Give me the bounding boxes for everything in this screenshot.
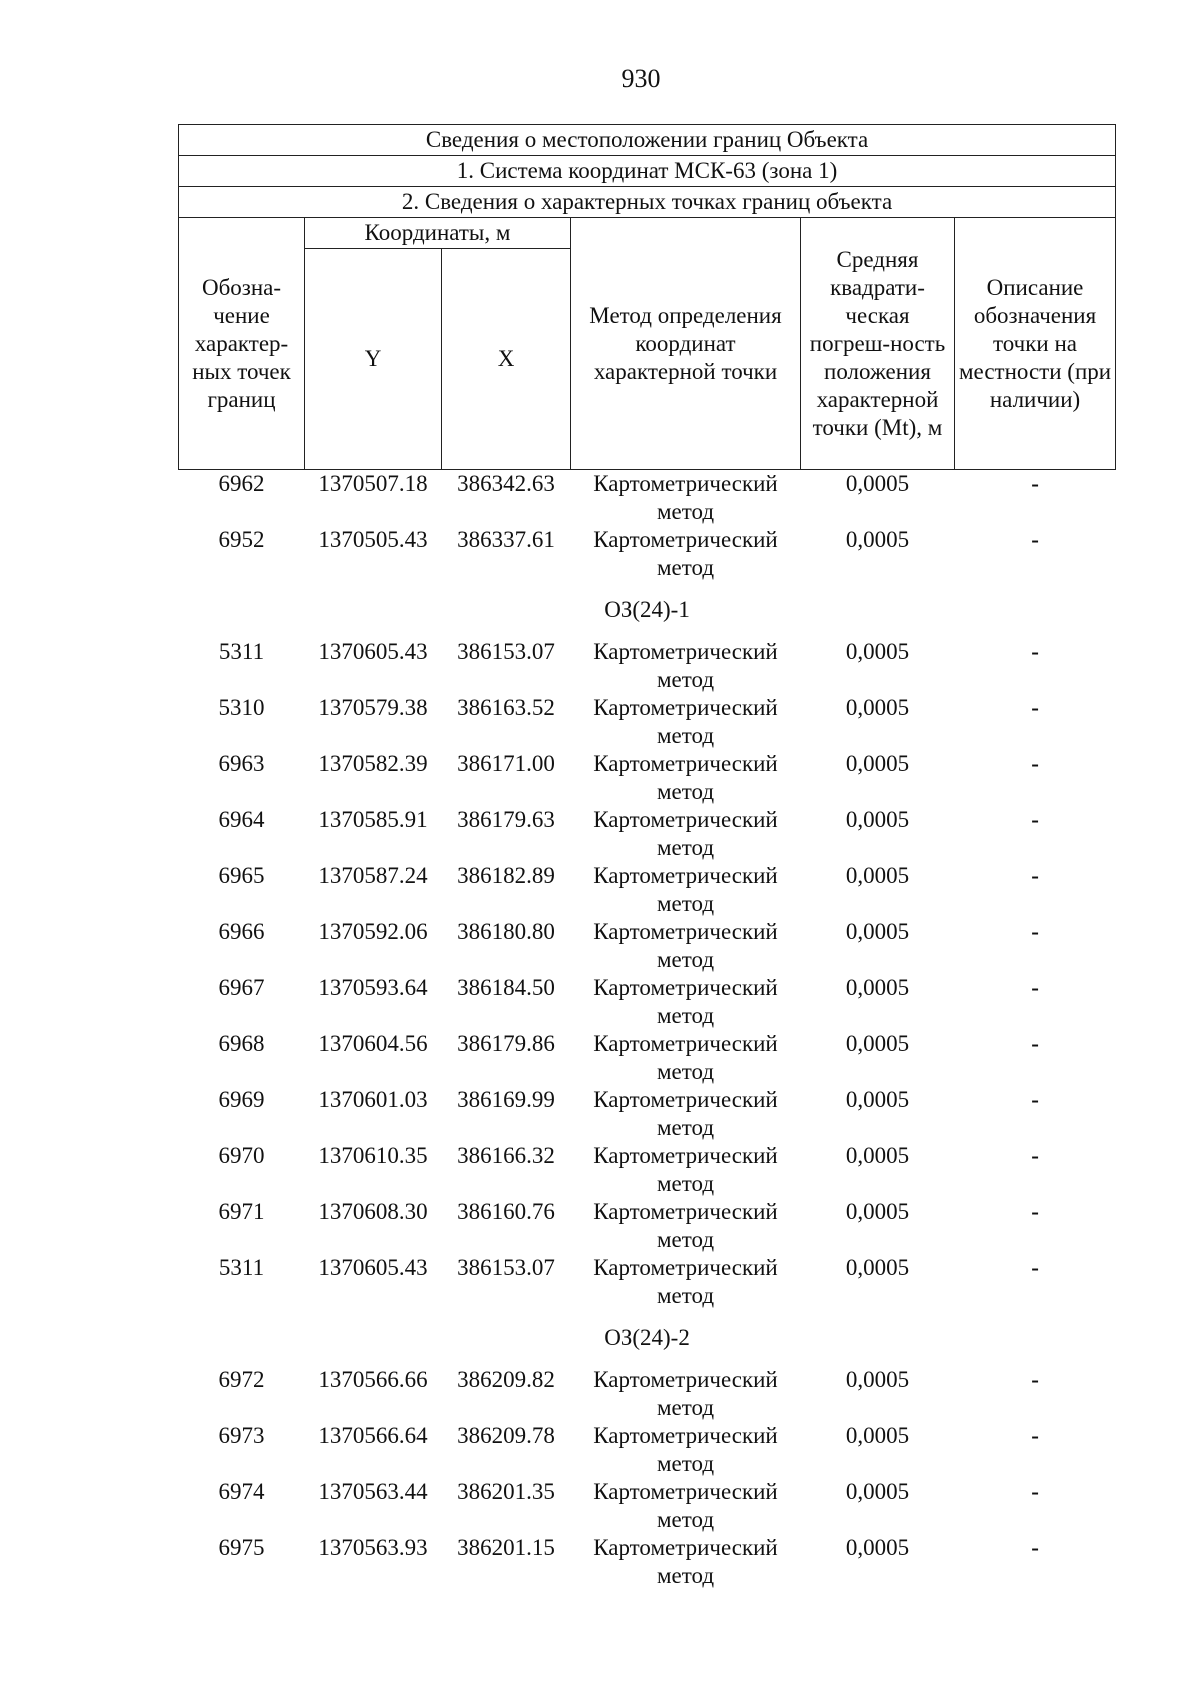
cell-y: 1370566.66	[318, 1367, 428, 1392]
cell-point-id: 6962	[218, 471, 265, 496]
cell-y: 1370608.30	[318, 1199, 428, 1224]
table-row	[179, 750, 1116, 806]
table-title: Сведения о местоположении границ Объекта	[179, 125, 1116, 156]
cell-x: 386163.52	[457, 695, 555, 720]
cell-mt: 0,0005	[845, 527, 910, 552]
table-row	[179, 638, 1116, 694]
cell-mt: 0,0005	[845, 975, 910, 1000]
cell-method: Картометрический метод	[593, 1255, 778, 1308]
cell-x: 386209.78	[457, 1423, 555, 1448]
group-row	[179, 582, 1116, 638]
cell-mt: 0,0005	[845, 695, 910, 720]
cell-x: 386160.76	[457, 1199, 555, 1224]
group-label: ОЗ(24)-1	[604, 597, 690, 622]
coordinate-system-title: 1. Система координат МСК-63 (зона 1)	[179, 156, 1116, 187]
cell-y: 1370587.24	[318, 863, 428, 888]
cell-point-id: 6952	[218, 527, 265, 552]
table-row	[179, 806, 1116, 862]
table-row	[179, 1422, 1116, 1478]
group-row	[179, 1310, 1116, 1366]
table-row	[179, 470, 1116, 527]
cell-method: Картометрический метод	[593, 695, 778, 748]
cell-y: 1370505.43	[318, 527, 428, 552]
boundary-points-table	[178, 124, 1116, 1590]
cell-description: -	[1031, 975, 1039, 1000]
cell-x: 386153.07	[457, 639, 555, 664]
cell-mt: 0,0005	[845, 1143, 910, 1168]
cell-mt: 0,0005	[845, 639, 910, 664]
cell-x: 386180.80	[457, 919, 555, 944]
cell-description: -	[1031, 807, 1039, 832]
cell-point-id: 6971	[218, 1199, 265, 1224]
table-row	[179, 1142, 1116, 1198]
cell-x: 386153.07	[457, 1255, 555, 1280]
cell-mt: 0,0005	[845, 471, 910, 496]
cell-method: Картометрический метод	[593, 751, 778, 804]
cell-point-id: 6963	[218, 751, 265, 776]
table-row	[179, 694, 1116, 750]
cell-mt: 0,0005	[845, 1031, 910, 1056]
cell-description: -	[1031, 751, 1039, 776]
cell-point-id: 6967	[218, 975, 265, 1000]
cell-description: -	[1031, 1535, 1039, 1560]
cell-y: 1370605.43	[318, 1255, 428, 1280]
table-header	[179, 125, 1116, 470]
cell-x: 386166.32	[457, 1143, 555, 1168]
cell-method: Картометрический метод	[593, 863, 778, 916]
cell-y: 1370605.43	[318, 639, 428, 664]
cell-description: -	[1031, 527, 1039, 552]
table-row	[179, 1198, 1116, 1254]
cell-point-id: 6965	[218, 863, 265, 888]
cell-method: Картометрический метод	[593, 1423, 778, 1476]
header-x: X	[442, 249, 571, 470]
cell-point-id: 6968	[218, 1031, 265, 1056]
cell-point-id: 6969	[218, 1087, 265, 1112]
cell-mt: 0,0005	[845, 1087, 910, 1112]
cell-method: Картометрический метод	[593, 1535, 778, 1588]
cell-y: 1370507.18	[318, 471, 428, 496]
cell-method: Картометрический метод	[593, 527, 778, 580]
cell-x: 386171.00	[457, 751, 555, 776]
cell-point-id: 6970	[218, 1143, 265, 1168]
cell-y: 1370563.44	[318, 1479, 428, 1504]
cell-point-id: 6973	[218, 1423, 265, 1448]
header-error-label: Средняя квадрати-ческая погреш-ность положения характерной точки (Mt), м	[809, 246, 946, 440]
cell-x: 386182.89	[457, 863, 555, 888]
cell-y: 1370610.35	[318, 1143, 428, 1168]
cell-description: -	[1031, 863, 1039, 888]
cell-mt: 0,0005	[845, 919, 910, 944]
header-designation	[179, 218, 305, 470]
cell-description: -	[1031, 695, 1039, 720]
header-designation-label: Обозна-чение характер-ных точек границ	[192, 274, 291, 412]
cell-mt: 0,0005	[845, 751, 910, 776]
section-title: 2. Сведения о характерных точках границ объекта	[179, 187, 1116, 218]
cell-mt: 0,0005	[845, 1255, 910, 1280]
cell-mt: 0,0005	[845, 1423, 910, 1448]
cell-method: Картометрический метод	[593, 639, 778, 692]
cell-description: -	[1031, 919, 1039, 944]
cell-method: Картометрический метод	[593, 1479, 778, 1532]
cell-mt: 0,0005	[845, 1535, 910, 1560]
table-row	[179, 1030, 1116, 1086]
cell-point-id: 5311	[218, 639, 265, 664]
table-row	[179, 1254, 1116, 1310]
cell-point-id: 6966	[218, 919, 265, 944]
cell-point-id: 6964	[218, 807, 265, 832]
table-row	[179, 1478, 1116, 1534]
cell-point-id: 6972	[218, 1367, 265, 1392]
header-description-label: Описание обозначения точки на местности (при наличии)	[958, 274, 1112, 412]
cell-y: 1370585.91	[318, 807, 428, 832]
cell-method: Картометрический метод	[593, 807, 778, 860]
table-body	[179, 470, 1116, 1591]
cell-description: -	[1031, 1479, 1039, 1504]
cell-x: 386169.99	[457, 1087, 555, 1112]
cell-x: 386209.82	[457, 1367, 555, 1392]
cell-description: -	[1031, 1031, 1039, 1056]
cell-x: 386179.63	[457, 807, 555, 832]
group-label: ОЗ(24)-2	[604, 1325, 690, 1350]
cell-x: 386337.61	[457, 527, 555, 552]
cell-description: -	[1031, 471, 1039, 496]
cell-y: 1370582.39	[318, 751, 428, 776]
cell-description: -	[1031, 1367, 1039, 1392]
cell-method: Картометрический метод	[593, 1143, 778, 1196]
cell-mt: 0,0005	[845, 1199, 910, 1224]
header-method	[571, 218, 801, 470]
table-row	[179, 1086, 1116, 1142]
cell-y: 1370601.03	[318, 1087, 428, 1112]
header-description	[955, 218, 1116, 470]
cell-mt: 0,0005	[845, 863, 910, 888]
cell-method: Картометрический метод	[593, 471, 778, 524]
cell-y: 1370579.38	[318, 695, 428, 720]
cell-y: 1370604.56	[318, 1031, 428, 1056]
cell-x: 386201.35	[457, 1479, 555, 1504]
table-row	[179, 526, 1116, 582]
cell-point-id: 5310	[218, 695, 265, 720]
cell-method: Картометрический метод	[593, 1367, 778, 1420]
cell-description: -	[1031, 1087, 1039, 1112]
cell-description: -	[1031, 1423, 1039, 1448]
table-row	[179, 918, 1116, 974]
cell-description: -	[1031, 1255, 1039, 1280]
table-row	[179, 862, 1116, 918]
table-row	[179, 1366, 1116, 1422]
cell-method: Картометрический метод	[593, 1087, 778, 1140]
table-row	[179, 974, 1116, 1030]
cell-x: 386342.63	[457, 471, 555, 496]
cell-method: Картометрический метод	[593, 1031, 778, 1084]
header-y: Y	[305, 249, 442, 470]
cell-description: -	[1031, 1143, 1039, 1168]
cell-x: 386184.50	[457, 975, 555, 1000]
cell-y: 1370593.64	[318, 975, 428, 1000]
cell-point-id: 6974	[218, 1479, 265, 1504]
cell-method: Картометрический метод	[593, 975, 778, 1028]
header-error	[801, 218, 955, 470]
cell-method: Картометрический метод	[593, 1199, 778, 1252]
header-method-label: Метод определения координат характерной точки	[589, 302, 782, 384]
cell-mt: 0,0005	[845, 1479, 910, 1504]
cell-x: 386201.15	[457, 1535, 555, 1560]
cell-point-id: 5311	[218, 1255, 265, 1280]
cell-x: 386179.86	[457, 1031, 555, 1056]
header-coordinates: Координаты, м	[305, 218, 571, 249]
cell-y: 1370566.64	[318, 1423, 428, 1448]
cell-y: 1370592.06	[318, 919, 428, 944]
cell-description: -	[1031, 639, 1039, 664]
cell-mt: 0,0005	[845, 1367, 910, 1392]
cell-y: 1370563.93	[318, 1535, 428, 1560]
table-row	[179, 1534, 1116, 1590]
cell-mt: 0,0005	[845, 807, 910, 832]
cell-method: Картометрический метод	[593, 919, 778, 972]
cell-point-id: 6975	[218, 1535, 265, 1560]
cell-description: -	[1031, 1199, 1039, 1224]
page-number: 930	[621, 64, 661, 93]
